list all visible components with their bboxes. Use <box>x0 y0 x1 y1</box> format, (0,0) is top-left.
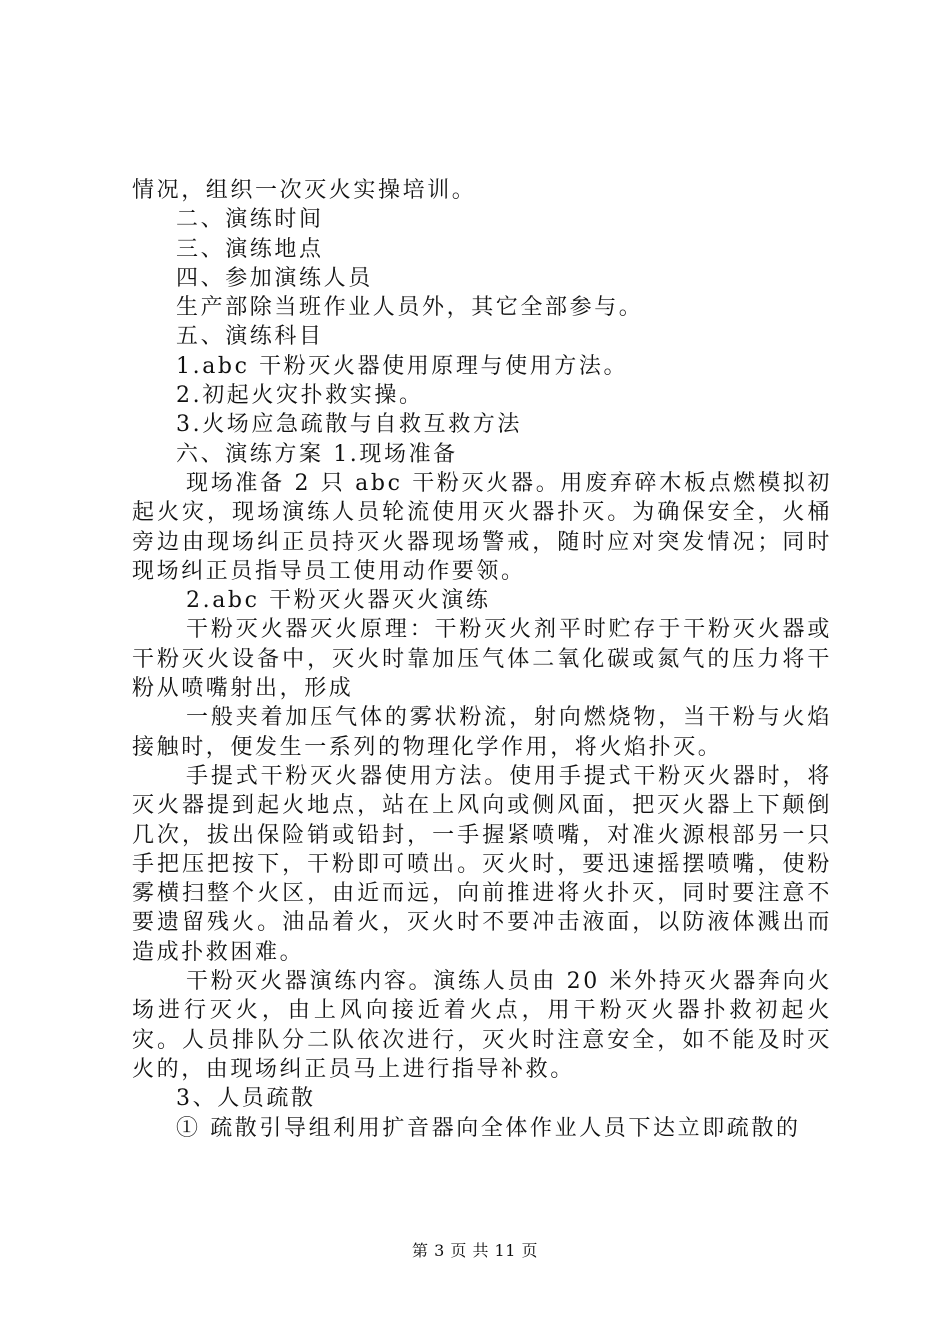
subject-item-2: 2.初起火灾扑救实操。 <box>176 383 424 409</box>
heading-drill-location: 三、演练地点 <box>176 236 324 262</box>
heading-evacuation: 3、人员疏散 <box>176 1086 316 1112</box>
page-number-footer: 第 3 页 共 11 页 <box>412 1241 538 1260</box>
text-participants: 生产部除当班作业人员外，其它全部参与。 <box>176 295 644 321</box>
paragraph-powder-flow: 一般夹着加压气体的雾状粉流，射向燃烧物，当干粉与火焰接触时，便发生一系列的物理化学作用，将火焰扑灭。 <box>132 705 832 760</box>
subject-item-1: 1.abc 干粉灭火器使用原理与使用方法。 <box>176 353 629 379</box>
heading-participants: 四、参加演练人员 <box>176 265 373 291</box>
document-body <box>132 176 832 1143</box>
text-line-situation: 情况，组织一次灭火实操培训。 <box>132 178 477 203</box>
paragraph-usage-method: 手提式干粉灭火器使用方法。使用手提式干粉灭火器时，将灭火器提到起火地点，站在上风向或侧风面，把灭火器上下颠倒几次，拔出保险销或铅封，一手握紧喷嘴，对准火源根部另一只手把压把按下，干粉即可喷出。灭火时，要迅速摇摆喷嘴，使粉雾横扫整个火区，由近而远，向前推进将火扑灭，同时要注意不要遗留残火。油品着火，灭火时不要冲击液面，以防液体溅出而造成扑救困难。 <box>132 763 832 965</box>
paragraph-extinguishing-principle: 干粉灭火器灭火原理：干粉灭火剂平时贮存于干粉灭火器或干粉灭火设备中，灭火时靠加压气体二氧化碳或氮气的压力将干粉从喷嘴射出，形成 <box>132 617 832 702</box>
heading-drill-plan: 六、演练方案 1.现场准备 <box>176 441 458 467</box>
paragraph-site-preparation: 现场准备 2 只 abc 干粉灭火器。用废弃碎木板点燃模拟初起火灾，现场演练人员轮流使用灭火器扑灭。为确保安全，火桶旁边由现场纠正员持灭火器现场警戒，随时应对突发情况；同时现场纠正员指导员工使用动作要领。 <box>132 470 832 584</box>
text-evacuation-step-1: ① 疏散引导组利用扩音器向全体作业人员下达立即疏散的 <box>176 1115 801 1141</box>
paragraph-drill-content: 干粉灭火器演练内容。演练人员由 20 米外持灭火器奔向火场进行灭火，由上风向接近着火点，用干粉灭火器扑救初起火灾。人员排队分二队依次进行，灭火时注意安全，如不能及时灭火的，由现场纠正员马上进行指导补救。 <box>132 969 832 1082</box>
heading-drill-subjects: 五、演练科目 <box>176 324 324 350</box>
heading-extinguisher-drill: 2.abc 干粉灭火器灭火演练 <box>186 588 491 614</box>
heading-drill-time: 二、演练时间 <box>176 207 324 233</box>
subject-item-3: 3.火场应急疏散与自救互救方法 <box>176 412 522 438</box>
